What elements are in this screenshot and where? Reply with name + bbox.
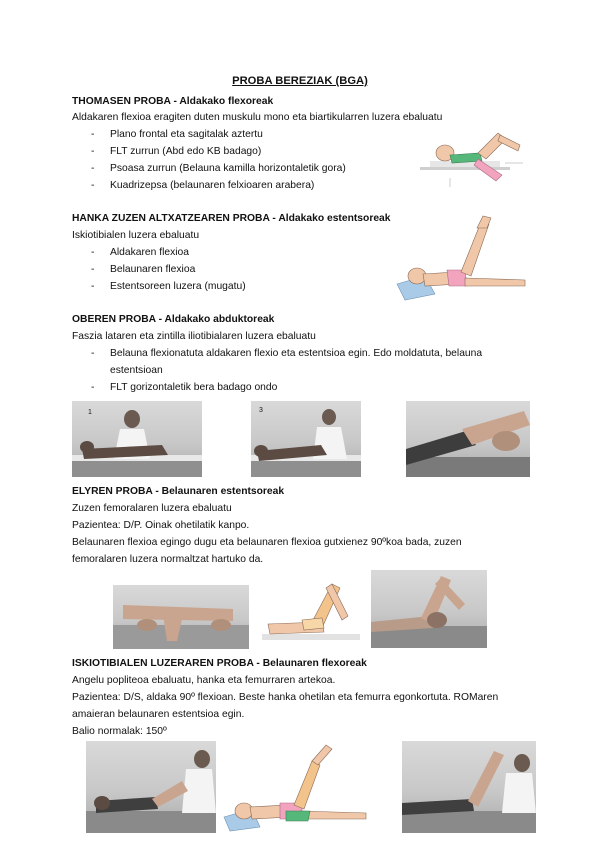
section-line: femoralaren luzera normaltzat hartuko da. (72, 554, 264, 565)
bullet-item-continued: estentsioan (110, 365, 163, 376)
hamstring-test-illustration (222, 741, 372, 833)
ober-test-photo-1 (72, 401, 202, 477)
bullet-item: Belauna flexionatuta aldakaren flexio eta estentsioa egin. Edo moldatuta, belauna (110, 348, 483, 359)
section-line: Zuzen femoralaren luzera ebaluatu (72, 503, 232, 514)
ely-test-photo-2 (371, 570, 487, 648)
straight-leg-raise-illustration (395, 214, 535, 302)
section-line: amaieran belaunaren estentsioa egin. (72, 709, 245, 720)
bullet-item: FLT gorizontaletik bera badago ondo (110, 382, 278, 393)
ober-test-photo-3 (251, 401, 361, 477)
section-heading-hamstring: ISKIOTIBIALEN LUZERAREN PROBA - Belaunaren flexoreak (72, 658, 367, 669)
section-intro: Faszia lataren eta zintilla iliotibialaren luzera ebaluatu (72, 331, 316, 342)
bullet-item: Plano frontal eta sagitalak aztertu (110, 129, 263, 140)
bullet-item: FLT zurrun (Abd edo KB badago) (110, 146, 262, 157)
section-line: Belaunaren flexioa egingo dugu eta belaunaren flexioa gutxienez 90ºkoa bada, zuzen (72, 537, 462, 548)
photo-label: 1 (88, 409, 92, 416)
bullet-dash: - (91, 348, 95, 359)
section-heading-ely: ELYREN PROBA - Belaunaren estentsoreak (72, 486, 285, 497)
ely-test-photo (113, 585, 249, 649)
section-line: Pazientea: D/P. Oinak ohetilatik kanpo. (72, 520, 250, 531)
bullet-dash: - (91, 180, 95, 191)
section-line: Pazientea: D/S, aldaka 90º flexioan. Beste hanka ohetilan eta femurra egonkortuta. ROMaren (72, 692, 499, 703)
page-title: PROBA BEREZIAK (BGA) (232, 75, 368, 87)
section-heading-thomas: THOMASEN PROBA - Aldakako flexoreak (72, 96, 274, 107)
bullet-item: Aldakaren flexioa (110, 247, 189, 258)
bullet-item: Psoasa zurrun (Belauna kamilla horizontaletik gora) (110, 163, 346, 174)
hamstring-test-photo-1 (86, 741, 216, 833)
bullet-dash: - (91, 247, 95, 258)
bullet-dash: - (91, 382, 95, 393)
ober-test-photo-close (406, 401, 530, 477)
photo-label: 3 (259, 407, 263, 414)
bullet-dash: - (91, 281, 95, 292)
bullet-dash: - (91, 146, 95, 157)
section-line: Balio normalak: 150º (72, 726, 167, 737)
bullet-item: Kuadrizepsa (belaunaren felxioaren arabera) (110, 180, 315, 191)
bullet-item: Estentsoreen luzera (mugatu) (110, 281, 246, 292)
section-heading-straight-leg: HANKA ZUZEN ALTXATZEAREN PROBA - Aldakako estentsoreak (72, 213, 391, 224)
section-intro: Iskiotibialen luzera ebaluatu (72, 230, 200, 241)
section-heading-ober: OBEREN PROBA - Aldakako abduktoreak (72, 314, 275, 325)
thomas-test-illustration (420, 123, 528, 189)
bullet-dash: - (91, 129, 95, 140)
bullet-item: Belaunaren flexioa (110, 264, 196, 275)
section-intro: Aldakaren flexioa eragiten duten muskulu mono eta biartikularren luzera ebaluatu (72, 112, 443, 123)
bullet-dash: - (91, 163, 95, 174)
ely-test-illustration (262, 572, 360, 648)
bullet-dash: - (91, 264, 95, 275)
hamstring-test-photo-2 (402, 741, 536, 833)
section-line: Angelu popliteoa ebaluatu, hanka eta femurraren artekoa. (72, 675, 336, 686)
